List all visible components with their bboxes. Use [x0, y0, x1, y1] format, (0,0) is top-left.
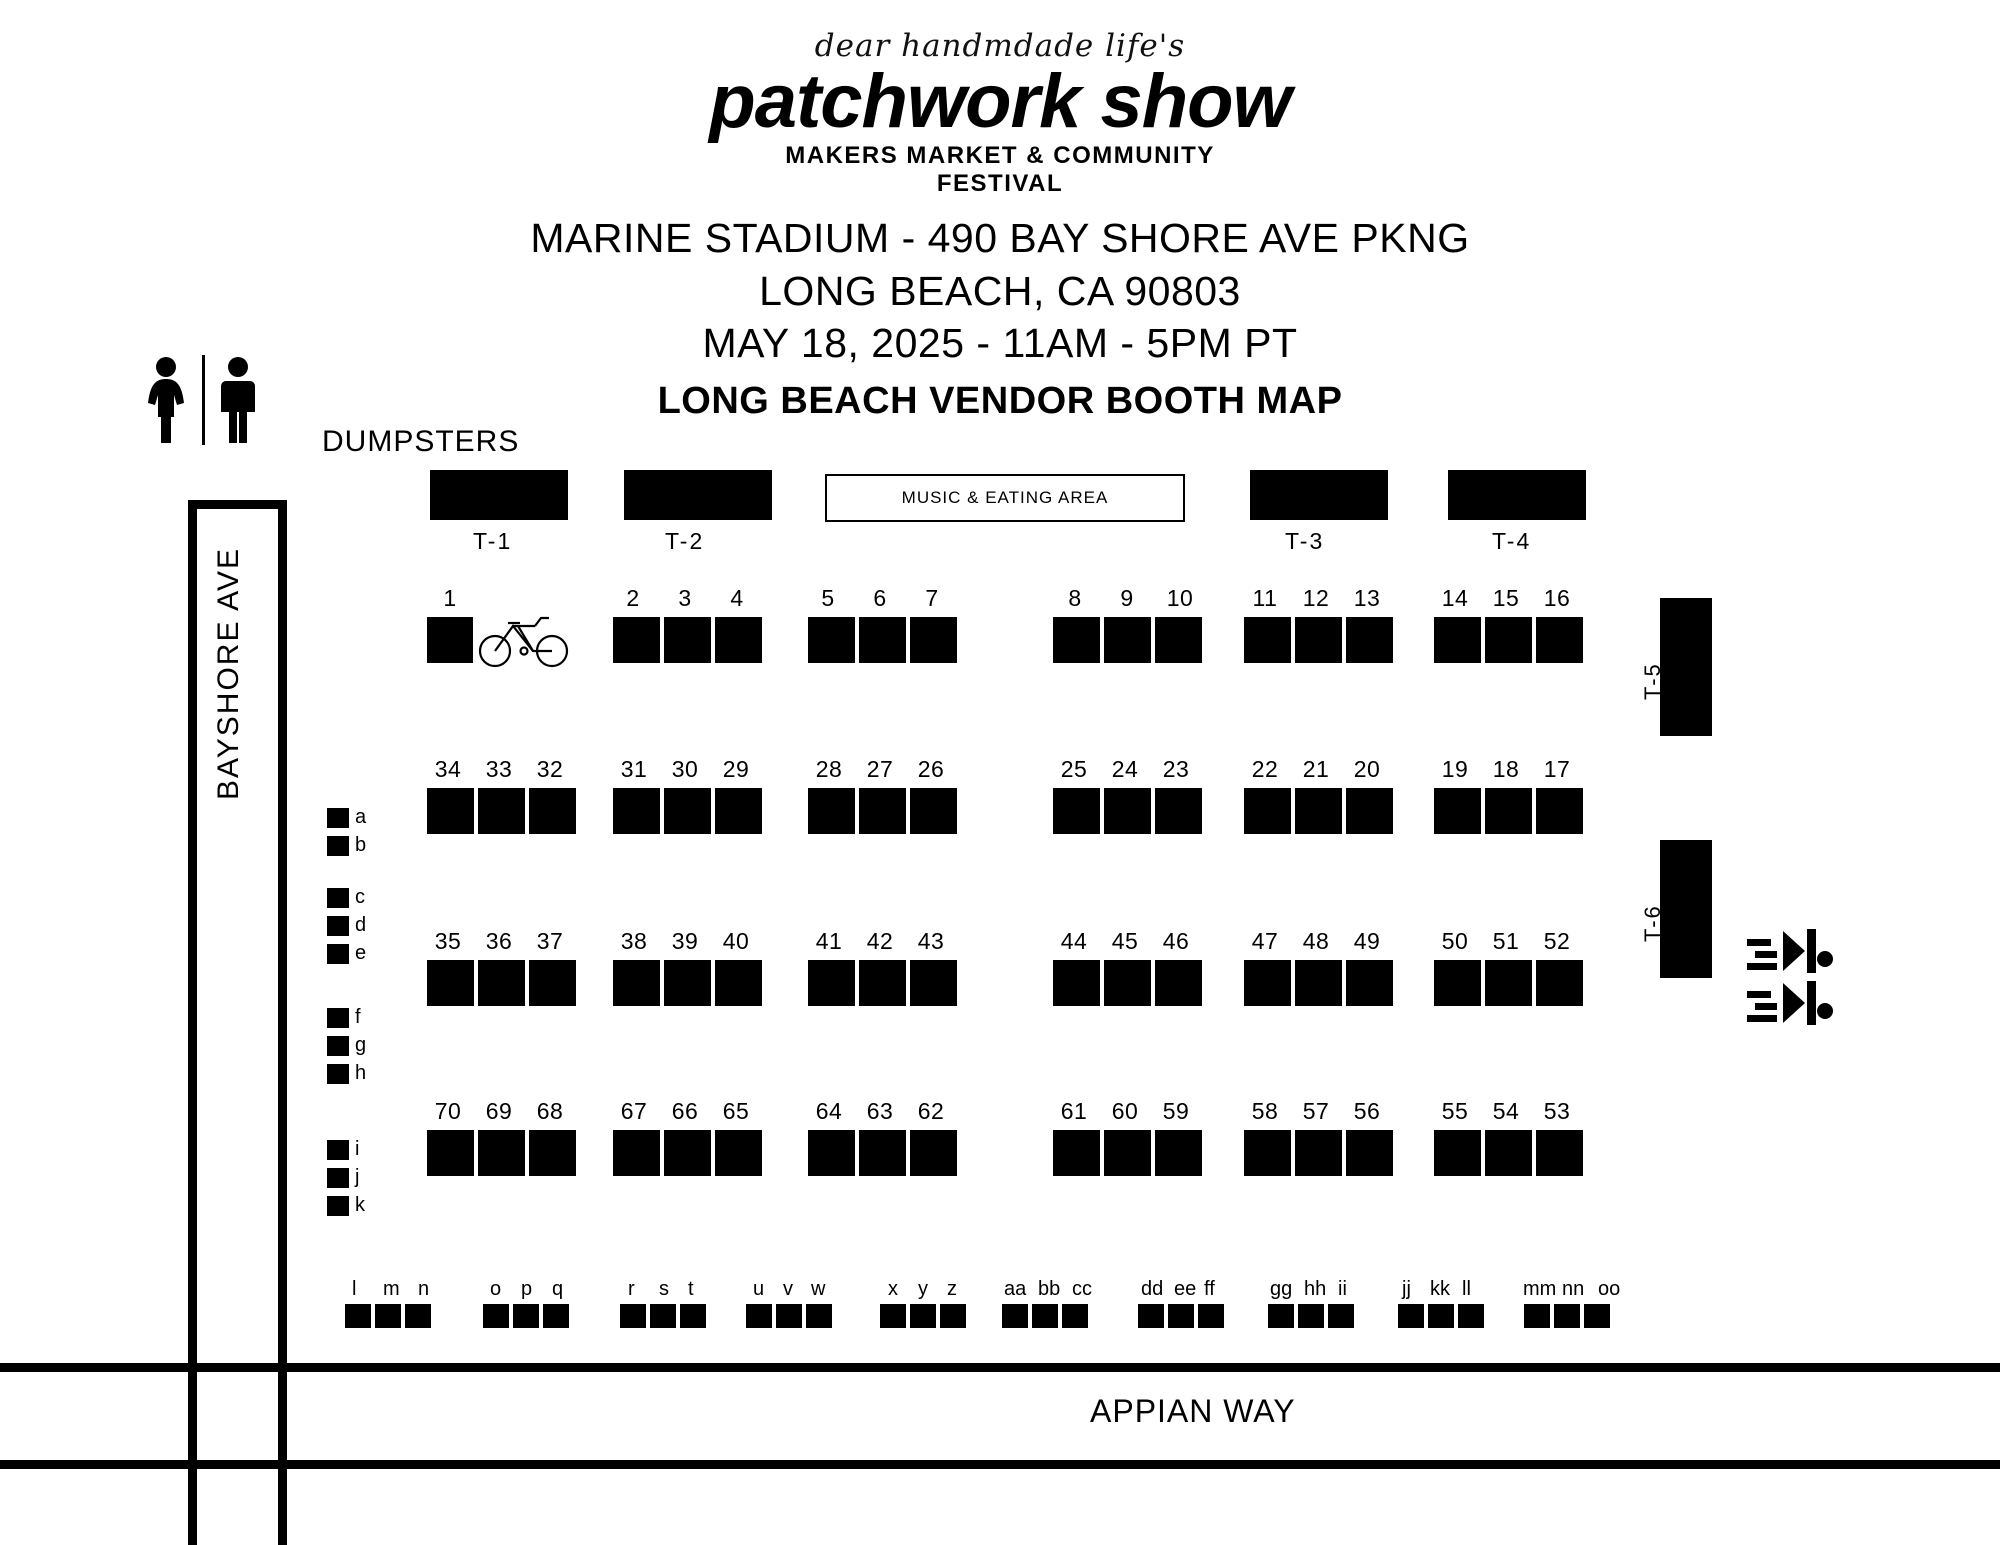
- booth-number-label: 48: [1302, 928, 1330, 954]
- booth-38: [611, 958, 662, 1008]
- dumpsters-label: DUMPSTERS: [322, 425, 520, 458]
- booth-number-label: 33: [485, 756, 513, 782]
- booth-number-label: 32: [536, 756, 564, 782]
- booth-letter-label: ee: [1174, 1278, 1197, 1300]
- booth-number-label: 56: [1353, 1098, 1381, 1124]
- booth-y: [910, 1304, 936, 1328]
- booth-n: [405, 1304, 431, 1328]
- booth-letter-label: gg: [1270, 1278, 1293, 1300]
- booth-20: [1344, 786, 1395, 836]
- booth-50: [1432, 958, 1483, 1008]
- booth-51: [1483, 958, 1534, 1008]
- booth-number-label: 41: [815, 928, 843, 954]
- booth-number-label: 17: [1543, 756, 1571, 782]
- booth-aa: [1002, 1304, 1028, 1328]
- brand-script-text: dear handmdade life's: [814, 28, 1186, 64]
- booth-number-label: 44: [1060, 928, 1088, 954]
- booth-letter-label: y: [918, 1278, 928, 1300]
- booth-c: [327, 888, 349, 908]
- booth-ii: [1328, 1304, 1354, 1328]
- booth-number-label: 37: [536, 928, 564, 954]
- booth-letter-label: v: [783, 1278, 793, 1300]
- booth-1: [425, 615, 475, 665]
- booth-oo: [1584, 1304, 1610, 1328]
- booth-number-label: 34: [434, 756, 462, 782]
- booth-gg: [1268, 1304, 1294, 1328]
- booth-57: [1293, 1128, 1344, 1178]
- booth-letter-label: s: [659, 1278, 669, 1300]
- booth-ee: [1168, 1304, 1194, 1328]
- brand-subtitle-2: FESTIVAL: [936, 170, 1064, 198]
- booth-e: [327, 944, 349, 964]
- booth-nn: [1554, 1304, 1580, 1328]
- booth-number-label: 40: [722, 928, 750, 954]
- booth-number-label: 52: [1543, 928, 1571, 954]
- booth-letter-label: ll: [1462, 1278, 1471, 1300]
- booth-dd: [1138, 1304, 1164, 1328]
- booth-letter-label: x: [888, 1278, 898, 1300]
- booth-55: [1432, 1128, 1483, 1178]
- appian-road-edge-bottom: [0, 1460, 2000, 1469]
- booth-number-label: 4: [730, 585, 744, 611]
- booth-26: [908, 786, 959, 836]
- booth-j: [327, 1168, 349, 1188]
- booth-number-label: 50: [1441, 928, 1469, 954]
- booth-letter-label: ff: [1204, 1278, 1215, 1300]
- tent-t4-label: T-4: [1492, 528, 1532, 554]
- booth-v: [776, 1304, 802, 1328]
- tent-t4: [1448, 470, 1586, 520]
- booth-letter-label: jj: [1402, 1278, 1411, 1300]
- booth-number-label: 55: [1441, 1098, 1469, 1124]
- booth-number-label: 22: [1251, 756, 1279, 782]
- tent-t1: [430, 470, 568, 520]
- booth-letter-label: j: [355, 1166, 360, 1188]
- booth-23: [1153, 786, 1204, 836]
- booth-mm: [1524, 1304, 1550, 1328]
- booth-5: [806, 615, 857, 665]
- booth-letter-label: p: [521, 1278, 533, 1300]
- booth-q: [543, 1304, 569, 1328]
- booth-letter-label: oo: [1598, 1278, 1621, 1300]
- booth-69: [476, 1128, 527, 1178]
- bayshore-ave-label: BAYSHORE AVE: [212, 547, 245, 800]
- booth-70: [425, 1128, 476, 1178]
- booth-number-label: 60: [1111, 1098, 1139, 1124]
- booth-letter-label: m: [383, 1278, 400, 1300]
- booth-letter-label: ii: [1338, 1278, 1347, 1300]
- tent-t5: [1660, 598, 1712, 736]
- booth-number-label: 51: [1492, 928, 1520, 954]
- booth-number-label: 66: [671, 1098, 699, 1124]
- booth-number-label: 42: [866, 928, 894, 954]
- booth-o: [483, 1304, 509, 1328]
- booth-cc: [1062, 1304, 1088, 1328]
- booth-letter-label: k: [355, 1194, 365, 1216]
- booth-letter-label: dd: [1141, 1278, 1164, 1300]
- booth-kk: [1428, 1304, 1454, 1328]
- booth-15: [1483, 615, 1534, 665]
- booth-number-label: 58: [1251, 1098, 1279, 1124]
- map-header: [0, 28, 2000, 423]
- booth-30: [662, 786, 713, 836]
- booth-bb: [1032, 1304, 1058, 1328]
- booth-number-label: 13: [1353, 585, 1381, 611]
- tent-t3-label: T-3: [1285, 528, 1325, 554]
- booth-28: [806, 786, 857, 836]
- booth-letter-label: f: [355, 1006, 361, 1028]
- booth-number-label: 9: [1120, 585, 1134, 611]
- page-title: LONG BEACH VENDOR BOOTH MAP: [657, 379, 1343, 422]
- booth-61: [1051, 1128, 1102, 1178]
- booth-letter-label: e: [355, 942, 367, 964]
- booth-letter-label: nn: [1562, 1278, 1585, 1300]
- booth-43: [908, 958, 959, 1008]
- booth-36: [476, 958, 527, 1008]
- booth-56: [1344, 1128, 1395, 1178]
- booth-letter-label: w: [811, 1278, 826, 1300]
- booth-number-label: 12: [1302, 585, 1330, 611]
- booth-letter-label: g: [355, 1034, 367, 1056]
- booth-19: [1432, 786, 1483, 836]
- booth-number-label: 16: [1543, 585, 1571, 611]
- booth-number-label: 38: [620, 928, 648, 954]
- booth-62: [908, 1128, 959, 1178]
- booth-58: [1242, 1128, 1293, 1178]
- booth-39: [662, 958, 713, 1008]
- booth-number-label: 68: [536, 1098, 564, 1124]
- booth-59: [1153, 1128, 1204, 1178]
- booth-f: [327, 1008, 349, 1028]
- booth-letter-label: u: [753, 1278, 765, 1300]
- booth-2: [611, 615, 662, 665]
- brand-title: patchwork show: [709, 59, 1291, 144]
- booth-number-label: 3: [678, 585, 692, 611]
- booth-number-label: 57: [1302, 1098, 1330, 1124]
- booth-i: [327, 1140, 349, 1160]
- booth-40: [713, 958, 764, 1008]
- booth-number-label: 10: [1166, 585, 1194, 611]
- booth-number-label: 24: [1111, 756, 1139, 782]
- booth-number-label: 23: [1162, 756, 1190, 782]
- booth-32: [527, 786, 578, 836]
- booth-44: [1051, 958, 1102, 1008]
- booth-number-label: 70: [434, 1098, 462, 1124]
- booth-number-label: 27: [866, 756, 894, 782]
- booth-letter-label: b: [355, 834, 367, 856]
- booth-number-label: 25: [1060, 756, 1088, 782]
- bicycle-icon: [478, 610, 570, 673]
- booth-t: [680, 1304, 706, 1328]
- booth-s: [650, 1304, 676, 1328]
- booth-21: [1293, 786, 1344, 836]
- booth-letter-label: r: [628, 1278, 635, 1300]
- booth-9: [1102, 615, 1153, 665]
- booth-jj: [1398, 1304, 1424, 1328]
- tent-t1-label: T-1: [473, 528, 513, 554]
- music-and-eating-area: [825, 474, 1185, 522]
- booth-6: [857, 615, 908, 665]
- booth-17: [1534, 786, 1585, 836]
- booth-number-label: 43: [917, 928, 945, 954]
- booth-number-label: 65: [722, 1098, 750, 1124]
- booth-z: [940, 1304, 966, 1328]
- booth-g: [327, 1036, 349, 1056]
- bayshore-road-edge-right: [278, 500, 287, 1545]
- booth-46: [1153, 958, 1204, 1008]
- booth-33: [476, 786, 527, 836]
- booth-64: [806, 1128, 857, 1178]
- tent-t2: [624, 470, 772, 520]
- booth-number-label: 28: [815, 756, 843, 782]
- booth-number-label: 64: [815, 1098, 843, 1124]
- booth-number-label: 29: [722, 756, 750, 782]
- booth-7: [908, 615, 959, 665]
- booth-letter-label: o: [490, 1278, 502, 1300]
- booth-l: [345, 1304, 371, 1328]
- booth-w: [806, 1304, 832, 1328]
- booth-b: [327, 836, 349, 856]
- booth-number-label: 1: [443, 585, 457, 611]
- booth-4: [713, 615, 764, 665]
- booth-number-label: 6: [873, 585, 887, 611]
- booth-number-label: 5: [821, 585, 835, 611]
- booth-8: [1051, 615, 1102, 665]
- shower-icon: [1745, 925, 1850, 1035]
- booth-hh: [1298, 1304, 1324, 1328]
- booth-letter-label: t: [688, 1278, 694, 1300]
- booth-a: [327, 808, 349, 828]
- booth-letter-label: mm: [1523, 1278, 1557, 1300]
- tent-t6: [1660, 840, 1712, 978]
- booth-45: [1102, 958, 1153, 1008]
- booth-m: [375, 1304, 401, 1328]
- tent-t6-label: T-6: [1640, 904, 1665, 942]
- booth-24: [1102, 786, 1153, 836]
- booth-number-label: 31: [620, 756, 648, 782]
- booth-number-label: 67: [620, 1098, 648, 1124]
- booth-number-label: 35: [434, 928, 462, 954]
- booth-number-label: 30: [671, 756, 699, 782]
- booth-letter-label: h: [355, 1062, 367, 1084]
- tent-t5-label: T-5: [1640, 662, 1665, 700]
- booth-53: [1534, 1128, 1585, 1178]
- booth-number-label: 20: [1353, 756, 1381, 782]
- booth-13: [1344, 615, 1395, 665]
- booth-number-label: 8: [1068, 585, 1082, 611]
- booth-52: [1534, 958, 1585, 1008]
- booth-number-label: 36: [485, 928, 513, 954]
- booth-47: [1242, 958, 1293, 1008]
- booth-10: [1153, 615, 1204, 665]
- music-area-label: MUSIC & EATING AREA: [901, 488, 1109, 507]
- booth-letter-label: kk: [1430, 1278, 1450, 1300]
- booth-37: [527, 958, 578, 1008]
- booth-number-label: 45: [1111, 928, 1139, 954]
- brand-subtitle-1: MAKERS MARKET & COMMUNITY: [785, 142, 1215, 170]
- booth-number-label: 69: [485, 1098, 513, 1124]
- booth-p: [513, 1304, 539, 1328]
- booth-60: [1102, 1128, 1153, 1178]
- booth-letter-label: d: [355, 914, 367, 936]
- booth-letter-label: cc: [1072, 1278, 1092, 1300]
- booth-h: [327, 1064, 349, 1084]
- booth-number-label: 54: [1492, 1098, 1520, 1124]
- booth-54: [1483, 1128, 1534, 1178]
- tent-t2-label: T-2: [665, 528, 705, 554]
- booth-12: [1293, 615, 1344, 665]
- booth-letter-label: l: [352, 1278, 357, 1300]
- appian-way-label: APPIAN WAY: [1090, 1393, 1296, 1429]
- booth-letter-label: aa: [1004, 1278, 1027, 1300]
- booth-d: [327, 916, 349, 936]
- booth-number-label: 7: [925, 585, 939, 611]
- booth-27: [857, 786, 908, 836]
- booth-number-label: 11: [1252, 585, 1278, 611]
- booth-68: [527, 1128, 578, 1178]
- booth-ll: [1458, 1304, 1484, 1328]
- bayshore-road-edge-left: [188, 500, 197, 1545]
- booth-number-label: 2: [626, 585, 640, 611]
- booth-number-label: 39: [671, 928, 699, 954]
- restroom-icon: [138, 355, 268, 450]
- booth-r: [620, 1304, 646, 1328]
- booth-number-label: 61: [1060, 1098, 1088, 1124]
- booth-k: [327, 1196, 349, 1216]
- venue-address: MARINE STADIUM - 490 BAY SHORE AVE PKNG: [530, 215, 1470, 262]
- booth-number-label: 47: [1251, 928, 1279, 954]
- booth-ff: [1198, 1304, 1224, 1328]
- booth-letter-label: a: [355, 806, 367, 828]
- booth-67: [611, 1128, 662, 1178]
- booth-number-label: 26: [917, 756, 945, 782]
- booth-letter-label: bb: [1038, 1278, 1061, 1300]
- booth-42: [857, 958, 908, 1008]
- booth-14: [1432, 615, 1483, 665]
- booth-number-label: 59: [1162, 1098, 1190, 1124]
- booth-number-label: 18: [1492, 756, 1520, 782]
- booth-3: [662, 615, 713, 665]
- booth-22: [1242, 786, 1293, 836]
- booth-letter-label: hh: [1304, 1278, 1327, 1300]
- venue-city: LONG BEACH, CA 90803: [759, 267, 1241, 314]
- booth-16: [1534, 615, 1585, 665]
- booth-number-label: 62: [917, 1098, 945, 1124]
- booth-35: [425, 958, 476, 1008]
- booth-66: [662, 1128, 713, 1178]
- booth-number-label: 21: [1302, 756, 1330, 782]
- booth-49: [1344, 958, 1395, 1008]
- booth-63: [857, 1128, 908, 1178]
- booth-number-label: 19: [1441, 756, 1469, 782]
- booth-u: [746, 1304, 772, 1328]
- booth-29: [713, 786, 764, 836]
- booth-34: [425, 786, 476, 836]
- event-date: MAY 18, 2025 - 11AM - 5PM PT: [702, 320, 1298, 367]
- booth-41: [806, 958, 857, 1008]
- booth-letter-label: q: [552, 1278, 564, 1300]
- booth-letter-label: n: [418, 1278, 430, 1300]
- booth-65: [713, 1128, 764, 1178]
- booth-number-label: 49: [1353, 928, 1381, 954]
- booth-31: [611, 786, 662, 836]
- booth-letter-label: c: [355, 886, 365, 908]
- booth-11: [1242, 615, 1293, 665]
- booth-letter-label: i: [355, 1138, 360, 1160]
- booth-18: [1483, 786, 1534, 836]
- tent-t3: [1250, 470, 1388, 520]
- bayshore-road-cap: [188, 500, 287, 509]
- booth-letter-label: z: [947, 1278, 957, 1300]
- booth-x: [880, 1304, 906, 1328]
- booth-25: [1051, 786, 1102, 836]
- booth-number-label: 63: [866, 1098, 894, 1124]
- booth-number-label: 15: [1492, 585, 1520, 611]
- booth-number-label: 14: [1441, 585, 1469, 611]
- booth-number-label: 53: [1543, 1098, 1571, 1124]
- booth-48: [1293, 958, 1344, 1008]
- booth-number-label: 46: [1162, 928, 1190, 954]
- appian-road-edge-top: [0, 1363, 2000, 1372]
